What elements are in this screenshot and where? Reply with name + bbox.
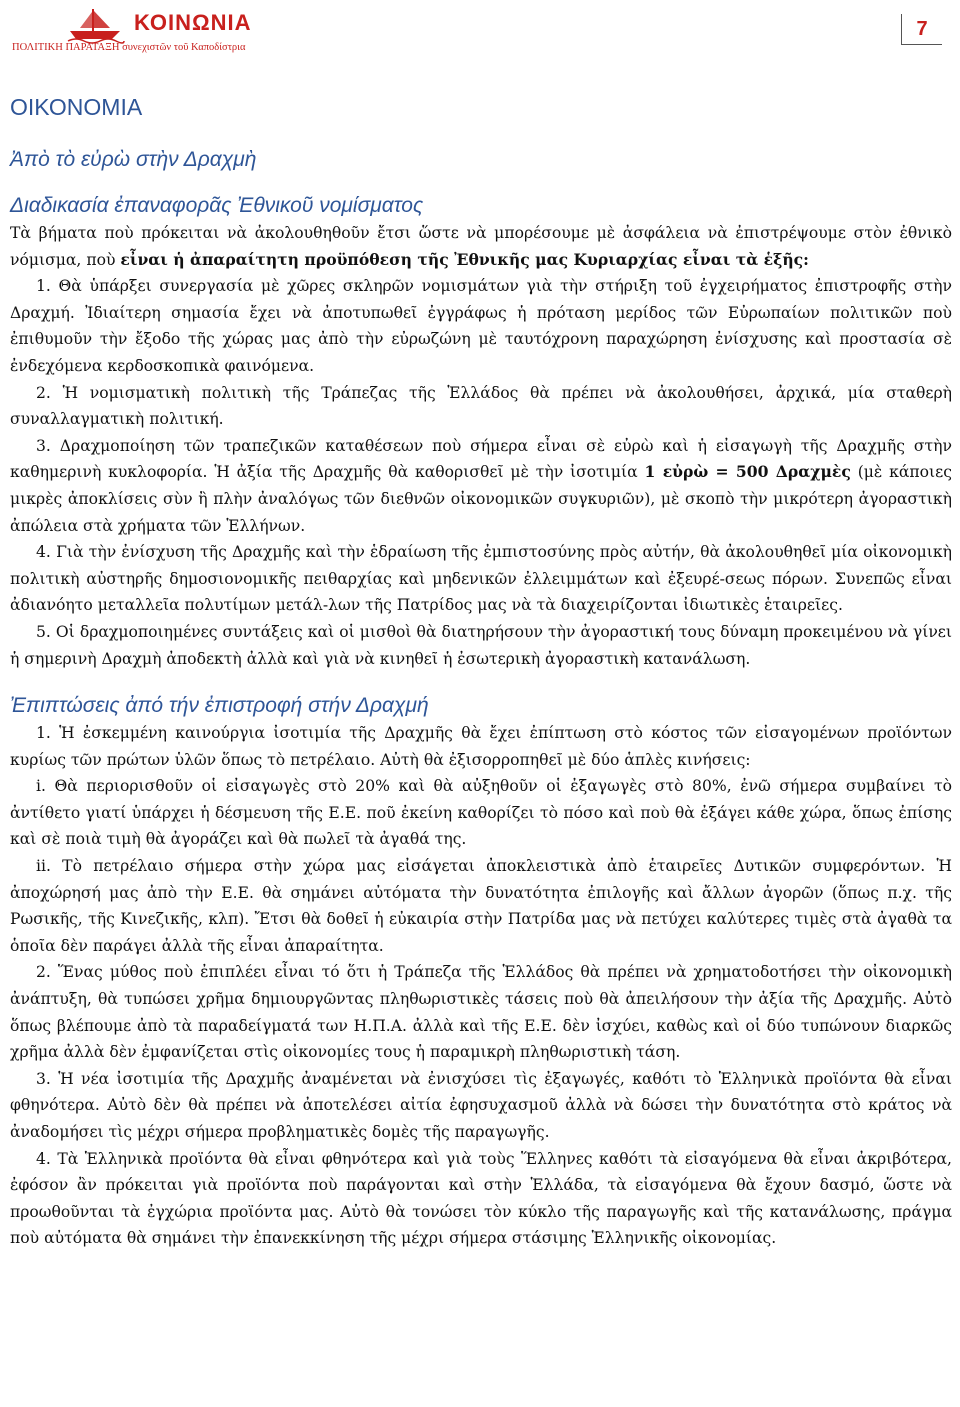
- logo: [12, 4, 312, 56]
- subtitle-from-euro: Ἀπὸ τὸ εὐρὼ στὴν Δραχμὴ: [10, 148, 257, 171]
- intro-bold-text: εἶναι ἡ ἀπαραίτητη προϋπόθεση τῆς Ἐθνικῆς μας Κυριαρχίας εἶναι τὰ ἑξῆς:: [120, 249, 809, 269]
- effect-1: 1. Ἡ ἐσκεμμένη καινούργια ἰσοτιμία τῆς Δραχμῆς θὰ ἔχει ἐπίπτωση στὸ κόστος τῶν εἰσαγομένων προϊόντων κυρίως τῶν πρώτων ὑλῶν ὅπως τὸ πετρέλαιο. Αὐτὴ θὰ ἐξισορροπηθεῖ μὲ δύο ἁπλὲς κινήσεις:: [10, 724, 952, 769]
- article: [10, 90, 952, 1252]
- step-3: [10, 433, 952, 539]
- section-title: ΟΙΚΟΝΟΜΙΑ: [10, 94, 143, 120]
- step-5: 5. Οἱ δραχμοποιημένες συντάξεις καὶ οἱ μισθοὶ θὰ διατηρήσουν τὴν ἀγοραστική τους δύναμη προκειμένου νὰ γίνει ἡ σημερινὴ Δραχμὴ ἀποδεκτὴ ἀλλὰ καὶ γιὰ νὰ κινηθεῖ ἡ ἐσωτερικὴ ἀγοραστικὴ κατανάλωση.: [10, 622, 952, 668]
- brand-name: ΚΟΙΝΩΝΙΑ: [134, 10, 252, 35]
- subtitle-effects: Ἐπιπτώσεις ἀπό τήν ἐπιστροφή στήν Δραχμή: [10, 694, 429, 718]
- effect-1-i: i. Θὰ περιορισθοῦν οἱ εἰσαγωγὲς στὸ 20% καὶ θὰ αὐξηθοῦν οἱ ἐξαγωγὲς στὸ 80%, ἐνῶ σήμερα συμβαίνει τὸ ἀντίθετο γιατί ὑπάρχει ἡ δέσμευση τῆς Ε.Ε. ποῦ ἐκείνη καθορίζει τὸ πόσο καὶ ποὺ θὰ ἐξάγει κάθε χώρα, ὅπως ἐπίσης καὶ σὲ ποιὰ τιμὴ θὰ ἀγοράζει καὶ θὰ πωλεῖ τὰ ἀγαθά της.: [10, 777, 952, 849]
- exchange-rate: 1 εὐρὼ = 500 Δραχμὲς: [644, 462, 851, 482]
- effect-4: 4. Τὰ Ἑλληνικὰ προϊόντα θὰ εἶναι φθηνότερα καὶ γιὰ τοὺς Ἕλληνες καθότι τὰ εἰσαγόμενα θὰ εἶναι ἀκριβότερα, ἐφόσον ἂν πρόκειται γιὰ προϊόντα ποὺ παράγονται καὶ στὴν Ἑλλάδα, τὰ εἰσαγόμενα θὰ ἔχουν δασμό, ὥστε νὰ προωθοῦνται τὰ ἐγχώρια προϊόντα μας. Αὐτὸ θὰ τονώσει τὸν κύκλο τῆς παραγωγῆς καὶ τῆς κατανάλωσης, πράγμα ποὺ αὐτόματα θὰ σημάνει τὴν ἐπανεκκίνηση τῆς μέχρι σήμερα στάσιμης Ἑλληνικῆς οἰκονομίας.: [10, 1149, 952, 1248]
- effect-1-ii: ii. Τὸ πετρέλαιο σήμερα στὴν χώρα μας εἰσάγεται ἀποκλειστικὰ ἀπὸ ἑταιρεῖες Δυτικῶν συμφερόντων. Ἡ ἀποχώρησή μας ἀπὸ τὴν Ε.Ε. θὰ σημάνει αὐτόματα τὴν δυνατότητα ἐπιλογῆς καὶ ἄλλων ἀγορῶν (ὅπως π.χ. τῆς Ρωσικῆς, τῆς Κινεζικῆς, κλπ). Ἔτσι θὰ δοθεῖ ἡ εὐκαιρία στὴν Πατρίδα μας νὰ πετύχει καλύτερες τιμὲς στὰ ἀγαθὰ τα ὁποῖα δὲν παράγει ἀλλὰ τῆς εἶναι ἀπαραίτητα.: [10, 857, 952, 955]
- page-header: [0, 0, 960, 60]
- subtitle-procedure: Διαδικασία ἐπαναφορᾶς Ἐθνικοῦ νομίσματος: [10, 194, 424, 217]
- step-4: 4. Γιὰ τὴν ἐνίσχυση τῆς Δραχμῆς καὶ τὴν ἑδραίωση τῆς ἐμπιστοσύνης πρὸς αὐτήν, θὰ ἀκολουθηθεῖ μία οἰκονομικὴ πολιτικὴ αὐστηρῆς δημοσιονομικῆς πειθαρχίας καὶ μηδενικῶν ἐλλειμμάτων καὶ ἐξευρέ-σεως πόρων. Συνεπῶς εἶναι ἀδιανόητο μεταλλεῖα πολυτίμων μετάλ-λων τῆς Πατρίδος μας νὰ τὰ διαχειρίζονται ἰδιωτικὲς ἑταιρεῖες.: [10, 543, 952, 615]
- step-3-text: 3. Δραχμοποίηση τῶν τραπεζικῶν καταθέσεων ποὺ σήμερα εἶναι σὲ εὐρὼ καὶ ἡ εἰσαγωγὴ τῆς Δραχμῆς στὴν καθημερινὴ κυκλοφορία. Ἡ ἀξία τῆς Δραχμῆς θὰ καθορισθεῖ μὲ τὴν ἰσοτιμία: [10, 436, 952, 482]
- step-3-text-end: (μὲ κάποιες μικρὲς ἀποκλίσεις σὺν ἢ πλὴν ἀναλόγως τῶν διεθνῶν οἰκονομικῶν συγκυριῶν), μὲ σκοπὸ τὴν μικρότερη ἀγοραστικὴ ἀπώλεια στὰ χρήματα τῶν Ἑλλήνων.: [10, 463, 952, 535]
- effect-2: 2. Ἕνας μύθος ποὺ ἐπιπλέει εἶναι τό ὅτι ἡ Τράπεζα τῆς Ἑλλάδος θὰ πρέπει νὰ χρηματοδοτήσει τὴν οἰκονομικὴ ἀνάπτυξη, θὰ τυπώσει χρῆμα δημιουργῶντας πληθωριστικὲς τάσεις ποὺ θὰ ἀπειλήσουν τὴν ἀξία τῆς Δραχμῆς. Αὐτὸ ὅπως βλέπουμε ἀπὸ τὰ παραδείγματά των Η.Π.Α. ἀλλὰ καὶ τῆς Ε.Ε. δὲν ἰσχύει, καθὼς καὶ οἱ δύο τυπώνουν διαρκῶς χρῆμα ἀλλὰ δὲν ἐμφανίζεται στὶς οἰκονομίες τους ἡ παραμικρὴ πληθωριστικὴ τάση.: [10, 963, 952, 1062]
- step-1: 1. Θὰ ὑπάρξει συνεργασία μὲ χῶρες σκληρῶν νομισμάτων γιὰ τὴν στήριξη τοῦ ἐγχειρήματος ἐπιστροφῆς στὴν Δραχμή. Ἰδιαίτερη σημασία ἔχει νὰ ἀποτυπωθεῖ ἐγγράφως ἡ πρόταση μερίδος τῶν Εὐρωπαίων πολιτικῶν ποὺ ἐπιθυμοῦν τὴν ἔξοδο τῆς χώρας μας ἀπὸ τὴν εὐρωζώνη μὲ ταυτόχρονη παραχώρηση ἐνίσχυσης καὶ προστασία σὲ ἐνδεχόμενα κερδοσκοπικὰ φαινόμενα.: [10, 277, 952, 375]
- intro-text: Τὰ βήματα ποὺ πρόκειται νὰ ἀκολουθηθοῦν ἔτσι ὥστε νὰ μπορέσουμε μὲ ἀσφάλεια νὰ ἐπιστρέψουμε στὸν ἐθνικὸ νόμισμα, ποὺ: [10, 224, 952, 269]
- effect-3: 3. Ἡ νέα ἰσοτιμία τῆς Δραχμῆς ἀναμένεται νὰ ἐνισχύσει τὶς ἐξαγωγές, καθότι τὸ Ἑλληνικὰ προϊόντα θὰ εἶναι φθηνότερα. Αὐτὸ δὲν θὰ πρέπει νὰ ἀποτελέσει αἰτία ἐφησυχασμοῦ ἀλλὰ νὰ δώσει τὴν δυνατότητα στὸ κράτος νὰ ἀναδομήσει τὶς μέχρι σήμερα προβληματικὲς δομὲς τῆς παραγωγῆς.: [10, 1069, 952, 1141]
- brand-tagline: ΠΟΛΙΤΙΚΗ ΠΑΡΑΤΑΞΗ συνεχιστῶν τοῦ Καποδίστρια: [12, 42, 246, 53]
- page-number: 7: [901, 14, 942, 45]
- ship-logo-icon: [64, 6, 126, 46]
- step-2: 2. Ἡ νομισματικὴ πολιτικὴ τῆς Τράπεζας τῆς Ἑλλάδος θὰ πρέπει νὰ ἀκολουθήσει, ἀρχικά, μία σταθερὴ συναλλαγματικὴ πολιτική.: [10, 383, 952, 429]
- intro-paragraph: [10, 220, 952, 273]
